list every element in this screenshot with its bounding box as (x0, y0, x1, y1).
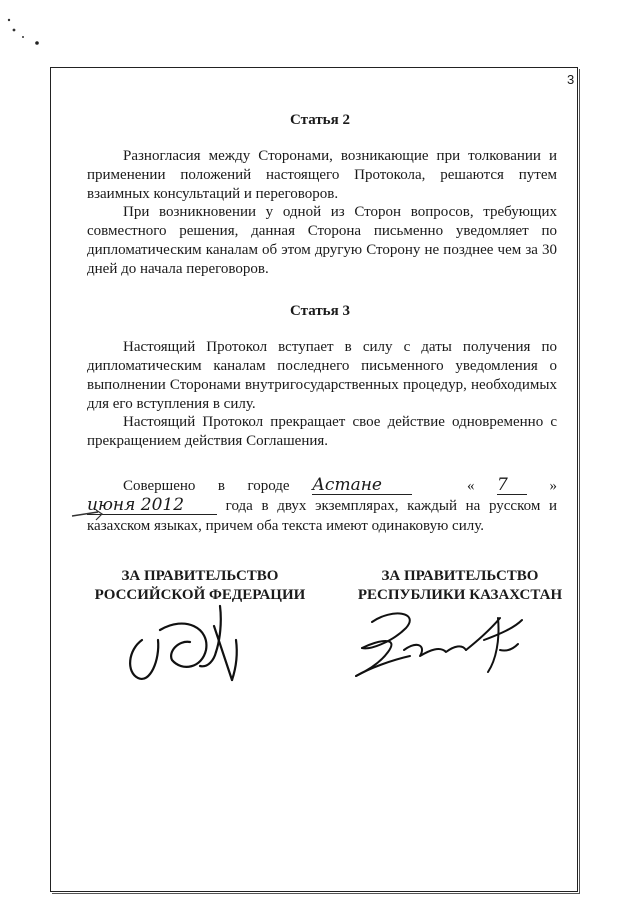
page-number: 3 (567, 72, 575, 87)
article-2-paragraph-1-text: Разногласия между Сторонами, возникающие при толковании и применении положений настоящего Протокола, решаются путем взаимных консультаций и переговоров. (87, 148, 557, 202)
signature-block-kazakhstan (350, 567, 570, 605)
article-3-paragraph-2-text: Настоящий Протокол прекращает свое действие одновременно с прекращением действия Соглашения. (87, 414, 557, 449)
close-quote: » (549, 478, 557, 494)
handwritten-month-year: июня 2012 (87, 497, 217, 515)
article-3-paragraph-1-text: Настоящий Протокол вступает в силу с даты получения по дипломатическим каналам последнего письменного уведомления о выполнении Сторонами внутригосударственных процедур, необходимых для его вступления в силу. (87, 339, 557, 412)
signature-russia-line-1: ЗА ПРАВИТЕЛЬСТВО (121, 568, 279, 584)
closing-prefix: Совершено в городе (123, 478, 290, 494)
signature-kazakhstan-line-2: РЕСПУБЛИКИ КАЗАХСТАН (357, 587, 563, 603)
scan-specks (0, 0, 60, 60)
signature-kazakhstan-line-1: ЗА ПРАВИТЕЛЬСТВО (381, 568, 539, 584)
closing-text: года в двух экземплярах, каждый на русском и казахском языках, причем оба текста имеют одинаковую силу. (87, 498, 558, 534)
article-2-paragraph-2 (87, 203, 557, 279)
article-3-heading: Статья 3 (290, 303, 350, 319)
handwritten-day: 7 (497, 477, 527, 495)
open-quote: « (467, 478, 475, 494)
closing-paragraph (87, 476, 557, 536)
article-3-paragraph-2 (87, 413, 557, 451)
signature-russia-line-2: РОССИЙСКОЙ ФЕДЕРАЦИИ (94, 587, 306, 603)
handwritten-city: Астане (312, 477, 412, 495)
article-2-paragraph-2-text: При возникновении у одной из Сторон вопросов, требующих совместного решения, данная Сторона письменно уведомляет по дипломатическим каналам об этом другую Сторону не позднее чем за 30 дней до начала переговоров. (87, 204, 557, 277)
article-2-paragraph-1 (87, 147, 557, 204)
article-3-paragraph-1 (87, 338, 557, 414)
article-2-heading: Статья 2 (290, 112, 350, 128)
signature-block-russia (90, 567, 310, 605)
